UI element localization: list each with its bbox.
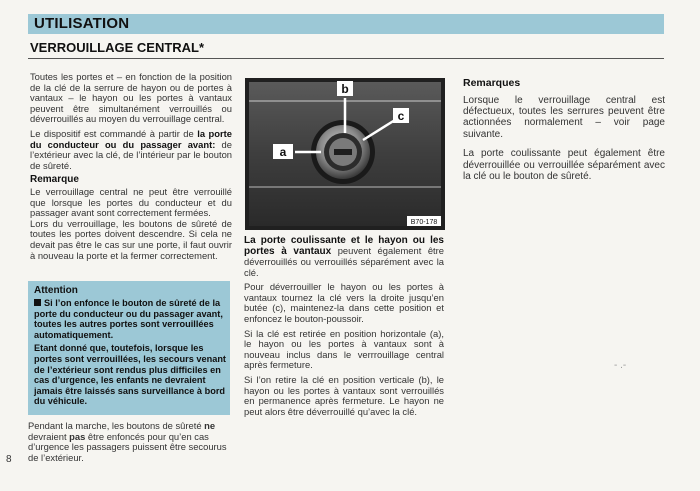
middle-paragraph-1: Pour déverrouiller le hayon ou les portes à vantaux tournez la clé vers la droite jusqu’en butée (c), maintenez-la dans cette position et enfoncez le bouton-poussoir. xyxy=(244,281,444,324)
remarks-paragraph-1: Lorsque le verrouillage central est défectueux, toutes les serrures peuvent être actionnées normalement – voir page suivante. xyxy=(463,94,665,140)
scan-mark: - .- xyxy=(614,360,627,371)
middle-paragraph-2: Si la clé est retirée en position horizontale (a), le hayon ou les portes à vantaux sont à nouveau inclus dans le verrrouillage central après fermeture. xyxy=(244,327,444,371)
key-slot xyxy=(334,149,352,155)
attention-paragraph-2: Etant donné que, toutefois, lorsque les portes sont verrouillées, les secours venant de l’extérieur sont rendus plus difficiles en cas d’urgence, les enfants ne devraient jamais être laissés sans surveillance à bord du véhicule. xyxy=(34,343,226,407)
remarks-paragraph-2: La porte coulissante peut également être déverrouillée ou verrouillée séparément avec la clé ou le bouton de sûreté. xyxy=(463,148,665,183)
attention-title: Attention xyxy=(34,285,78,296)
lock-figure xyxy=(245,78,445,230)
remarks-heading: Remarques xyxy=(463,77,521,89)
title-rule xyxy=(28,58,664,59)
note-bold-pas: pas xyxy=(69,430,86,442)
label-a: a xyxy=(279,145,287,159)
label-b: b xyxy=(341,82,349,96)
header-band xyxy=(28,14,664,34)
remark-heading: Remarque xyxy=(30,174,79,186)
right-column xyxy=(463,76,665,190)
middle-title-rest: peuvent également être déverrouillés ou verrouillés séparément avec la clé. xyxy=(244,245,444,278)
attention-paragraph-1 xyxy=(34,298,226,340)
attention-box xyxy=(28,281,230,415)
note-bold-ne: ne xyxy=(204,420,216,431)
attention-body xyxy=(34,298,226,410)
driving-note xyxy=(28,421,230,463)
figure-reference: B70-178 xyxy=(410,219,438,226)
left-column xyxy=(30,72,232,265)
middle-title: La porte coulissante et le hayon ou les portes à vantaux xyxy=(244,235,444,257)
middle-paragraph-3: Si l’on retire la clé en position verticale (b), le hayon ou les portes à vantaux sont verrouillés en permanence après fermeture. Le hayon ne peut alors être déverrouillé qu’avec la clé. xyxy=(244,373,444,417)
attention-text-1: Si l’on enfonce le bouton de sûreté de la porte du conducteur ou du passager avant, toutes les autres portes sont verrouillées automatiquement. xyxy=(34,298,223,340)
label-c: c xyxy=(397,109,405,123)
remark-paragraph-1: Le verrouillage central ne peut être verrouillé que lorsque les portes du conducteur et du passager avant sont correctement fermées. xyxy=(30,185,232,219)
bullet-square-icon xyxy=(34,299,41,306)
note-text-e: être enfoncés pour qu’en cas d’urgence les passagers puissent être secourus de l’extérieur. xyxy=(28,430,227,463)
section-title: VERROUILLAGE CENTRAL* xyxy=(30,40,205,55)
page-number: 8 xyxy=(6,454,12,465)
middle-column xyxy=(244,235,444,421)
header-title: UTILISATION xyxy=(34,15,130,32)
intro-paragraph: Toutes les portes et – en fonction de la position de la clé de la serrure de hayon ou de portes à vantaux – le hayon ou les portes à vantaux peuvent être simultanément verrouillés ou déverrouillés au moyen du verrouillage central. xyxy=(30,71,232,125)
control-text-bold: la porte du conducteur ou du passager avant: xyxy=(30,127,232,150)
control-text-a: Le dispositif est commandé à partir de xyxy=(30,127,198,139)
control-paragraph xyxy=(30,129,232,171)
control-text-c: de l’extérieur avec la clé, de l’intérieur par le bouton de sûreté. xyxy=(30,138,232,171)
middle-intro xyxy=(244,235,444,278)
note-text-c: devraient xyxy=(28,430,70,442)
remark-paragraph-2: Lors du verrouillage, les boutons de sûreté de toutes les portes doivent descendre. Si cela ne devait pas être le cas sur une porte, il faut ouvrir à nouveau la porte et la fermer correctement. xyxy=(30,217,232,261)
note-text-a: Pendant la marche, les boutons de sûreté xyxy=(28,420,205,431)
lock-illustration xyxy=(245,78,445,230)
